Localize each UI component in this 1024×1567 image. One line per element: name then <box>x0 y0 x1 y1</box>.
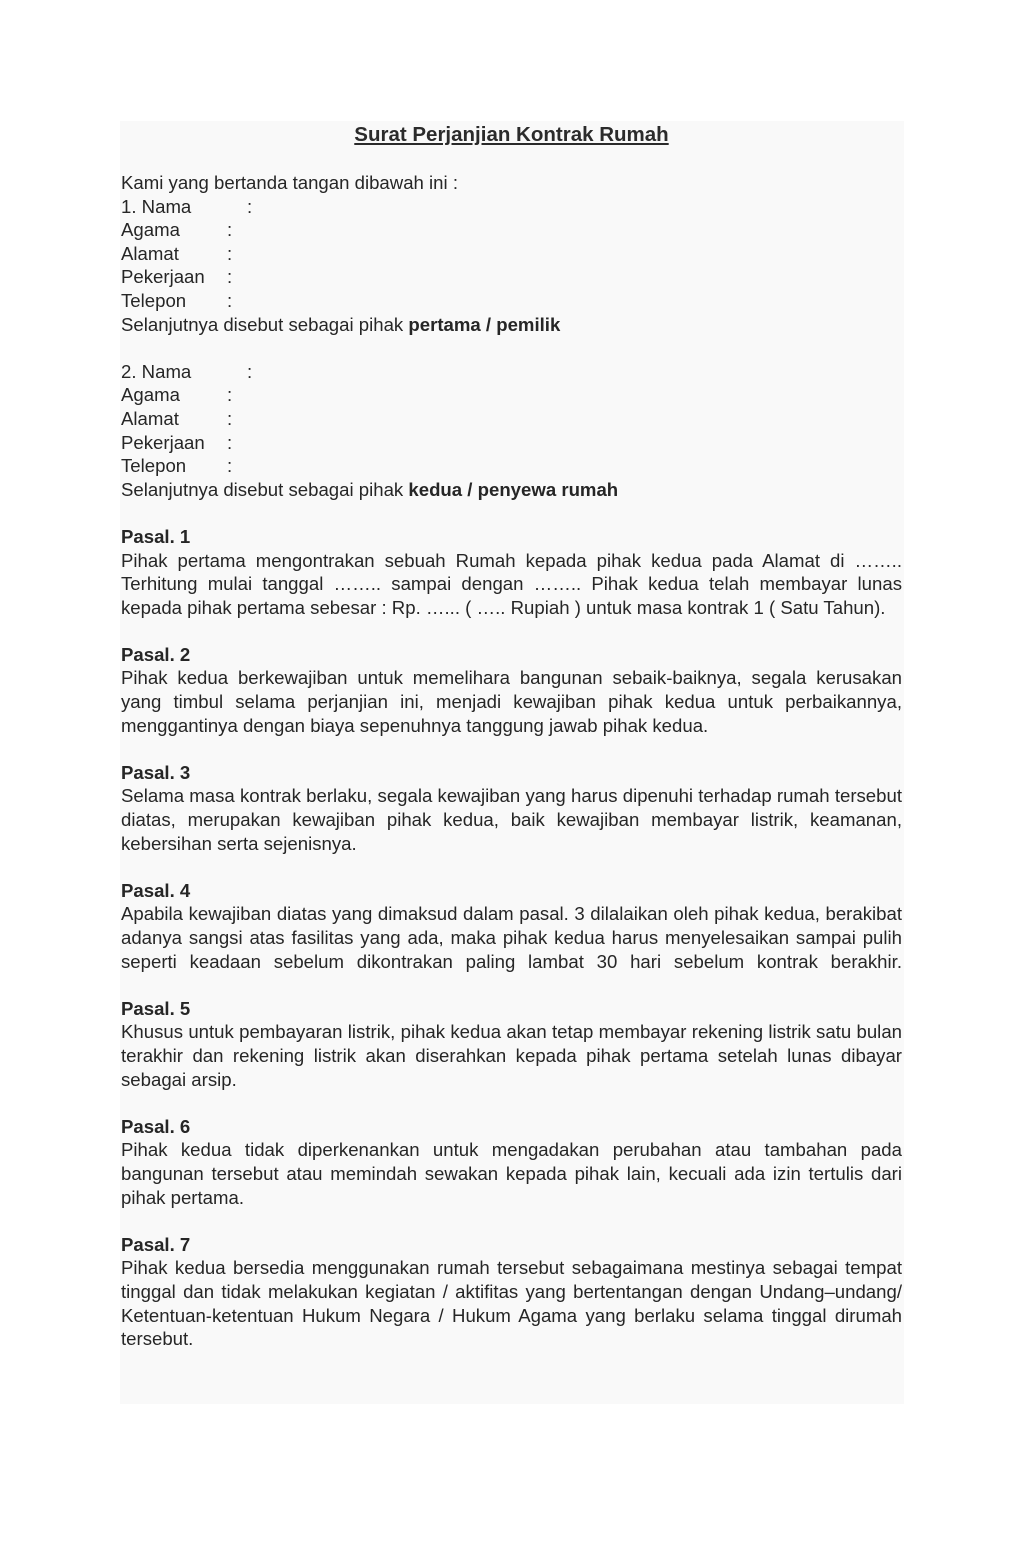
field-label: Agama <box>121 384 180 406</box>
party-two-block <box>121 360 902 502</box>
field-colon: : <box>227 219 233 241</box>
pasal-text: Pihak pertama mengontrakan sebuah Rumah kepada pihak kedua pada Alamat di …….. Terhitung mulai tanggal …….. sampai dengan …….. Pihak kedua telah membayar lunas kepada pihak pertama sebesar : Rp. …... ( ….. Rupiah ) untuk masa kontrak 1 ( Satu Tahun). <box>121 549 902 618</box>
pasal-text: Selama masa kontrak berlaku, segala kewajiban yang harus dipenuhi terhadap rumah tersebut diatas, merupakan kewajiban pihak kedua, baik kewajiban membayar listrik, keamanan, kebersihan serta sejenisnya. <box>121 785 902 854</box>
field-label: 2. Nama <box>121 360 192 382</box>
party-two-religion-field <box>121 383 902 407</box>
party-two-role <box>121 478 902 502</box>
pasal-title: Pasal. 2 <box>121 643 191 665</box>
pasal-title: Pasal. 4 <box>121 879 191 901</box>
pasal-1-section <box>121 525 902 619</box>
pasal-4-section <box>121 879 902 973</box>
party-one-role <box>121 313 902 337</box>
field-label: Alamat <box>121 242 179 264</box>
field-colon: : <box>227 384 233 406</box>
field-label: Agama <box>121 219 180 241</box>
document-title: Surat Perjanjian Kontrak Rumah <box>354 123 669 146</box>
pasal-5-section <box>121 997 902 1091</box>
role-prefix: Selanjutnya disebut sebagai pihak <box>121 478 409 500</box>
pasal-3-section <box>121 761 902 855</box>
role-prefix: Selanjutnya disebut sebagai pihak <box>121 313 409 335</box>
field-colon: : <box>247 195 253 217</box>
pasal-title: Pasal. 7 <box>121 1233 191 1255</box>
pasal-title: Pasal. 5 <box>121 997 191 1019</box>
field-colon: : <box>227 242 233 264</box>
party-one-block <box>121 195 902 337</box>
party-two-address-field <box>121 407 902 431</box>
party-two-occupation-field <box>121 431 902 455</box>
pasal-6-section <box>121 1115 902 1209</box>
field-label: Telepon <box>121 289 187 311</box>
party-two-phone-field <box>121 454 902 478</box>
role-name: kedua / penyewa rumah <box>408 478 619 500</box>
field-label: Telepon <box>121 455 187 477</box>
intro-text: Kami yang bertanda tangan dibawah ini : <box>121 172 458 193</box>
party-one-phone-field <box>121 289 902 313</box>
pasal-title: Pasal. 3 <box>121 761 191 783</box>
pasal-text: Apabila kewajiban diatas yang dimaksud dalam pasal. 3 dilalaikan oleh pihak kedua, berakibat adanya sangsi atas fasilitas yang ada, maka pihak kedua harus menyelesaikan sampai pulih seperti keadaan sebelum dikontrakan paling lambat 30 hari sebelum kontrak berakhir. <box>121 903 902 972</box>
pasal-7-section <box>121 1233 902 1351</box>
field-label: Alamat <box>121 407 179 429</box>
field-label: Pekerjaan <box>121 431 205 453</box>
field-label: Pekerjaan <box>121 266 205 288</box>
role-name: pertama / pemilik <box>408 313 561 335</box>
field-colon: : <box>227 455 233 477</box>
party-one-address-field <box>121 242 902 266</box>
party-one-name-field <box>121 195 902 219</box>
pasal-text: Khusus untuk pembayaran listrik, pihak kedua akan tetap membayar rekening listrik satu bulan terakhir dan rekening listrik akan diserahkan kepada pihak pertama setelah lunas dibayar sebagai arsip. <box>121 1021 902 1090</box>
field-colon: : <box>227 407 233 429</box>
pasal-text: Pihak kedua tidak diperkenankan untuk mengadakan perubahan atau tambahan pada bangunan tersebut atau memindah sewakan kepada pihak lain, kecuali ada izin tertulis dari pihak pertama. <box>121 1139 902 1208</box>
field-colon: : <box>227 289 233 311</box>
field-colon: : <box>247 360 253 382</box>
party-two-name-field <box>121 360 902 384</box>
pasal-text: Pihak kedua berkewajiban untuk memelihara bangunan sebaik-baiknya, segala kerusakan yang timbul selama perjanjian ini, menjadi kewajiban pihak kedua untuk perbaikannya, menggantinya dengan biaya sepenuhnya tanggung jawab pihak kedua. <box>121 667 902 736</box>
pasal-2-section <box>121 643 902 737</box>
pasal-text: Pihak kedua bersedia menggunakan rumah tersebut sebagaimana mestinya sebagai tempat tinggal dan tidak melakukan kegiatan / aktifitas yang bertentangan dengan Undang–undang/ Ketentuan-ketentuan Hukum Negara / Hukum Agama yang berlaku selama tinggal dirumah tersebut. <box>121 1257 902 1350</box>
field-colon: : <box>227 431 233 453</box>
party-one-occupation-field <box>121 265 902 289</box>
pasal-title: Pasal. 1 <box>121 525 191 547</box>
party-one-religion-field <box>121 218 902 242</box>
field-label: 1. Nama <box>121 195 192 217</box>
field-colon: : <box>227 266 233 288</box>
pasal-title: Pasal. 6 <box>121 1115 191 1137</box>
document-body <box>121 121 902 1351</box>
